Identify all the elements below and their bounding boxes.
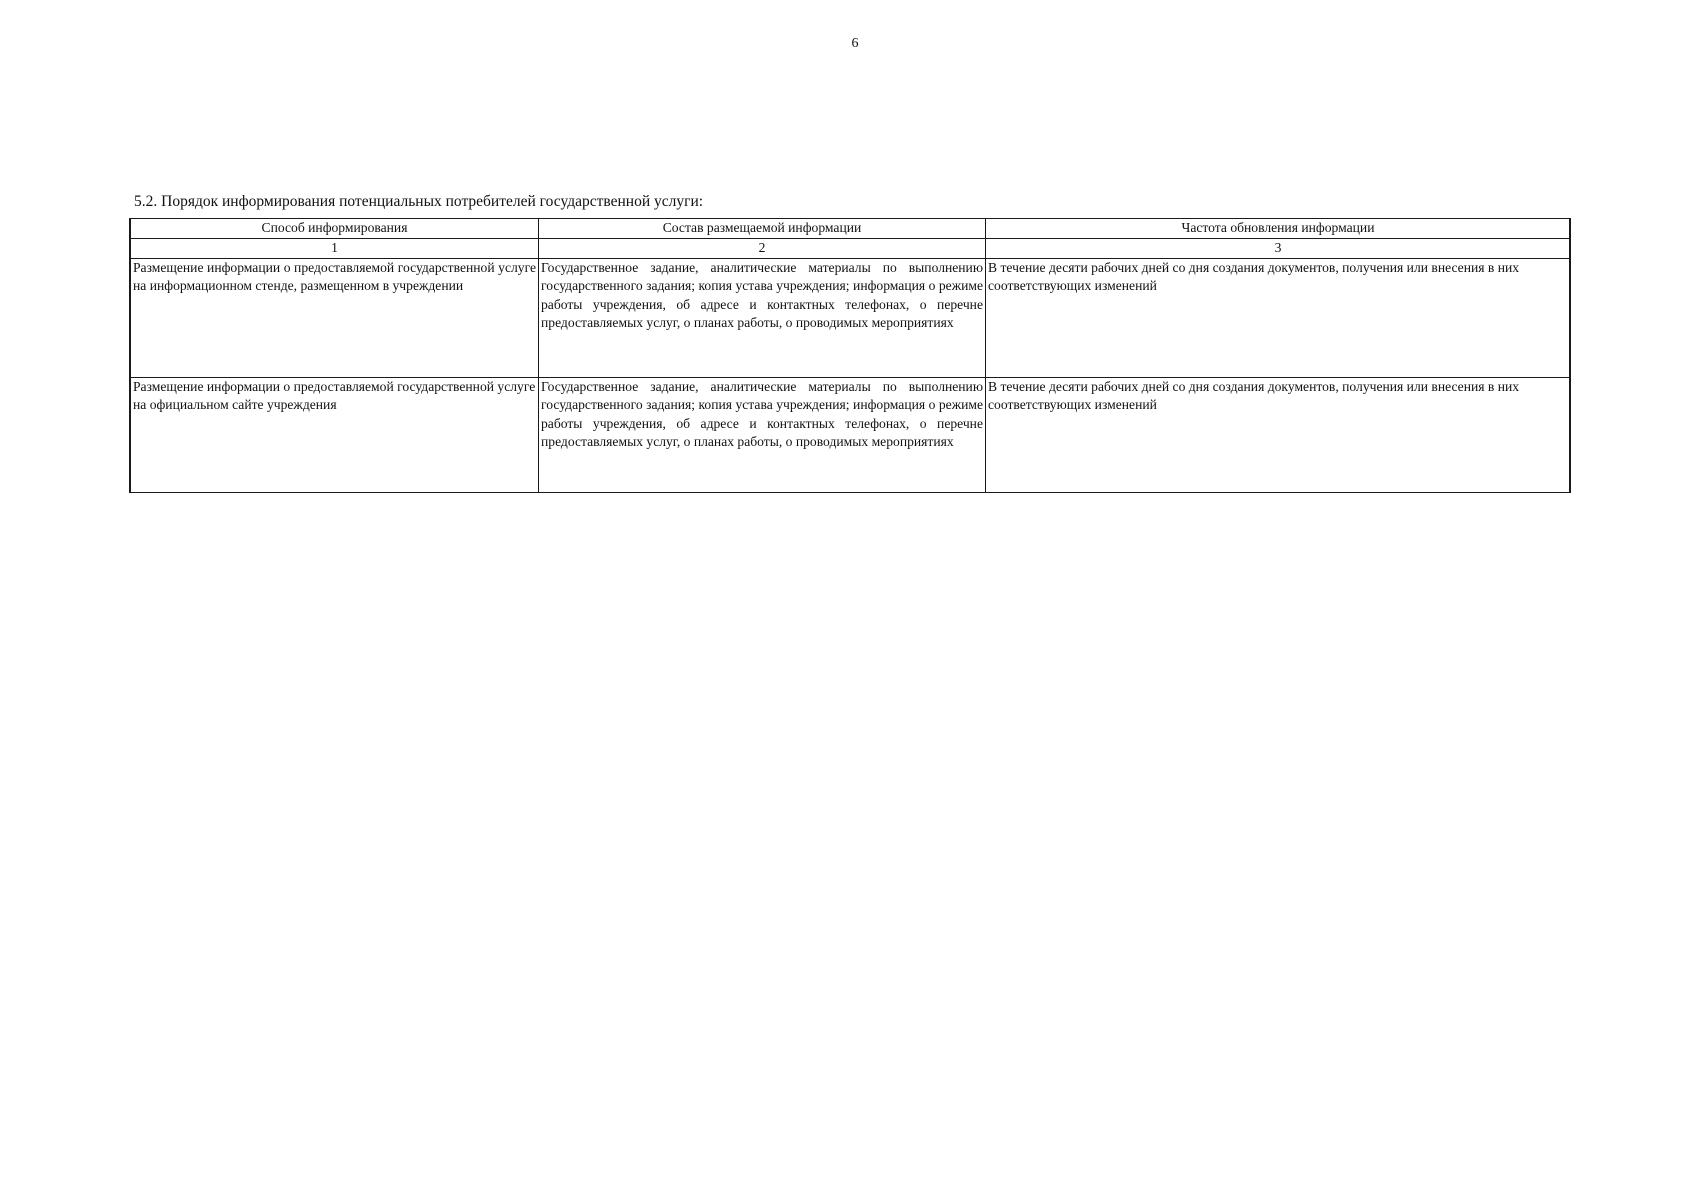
table-column-number-row (131, 239, 1571, 259)
header-content: Состав размещаемой информации (539, 219, 986, 239)
information-table (130, 218, 1571, 493)
cell-frequency: В течение десяти рабочих дней со дня создания документов, получения или внесения в них соответствующих изменений (986, 377, 1571, 492)
header-frequency: Частота обновления информации (986, 219, 1571, 239)
cell-method: Размещение информации о предоставляемой государственной услуге на информационном стенде, размещенном в учреждении (131, 258, 539, 377)
cell-content: Государственное задание, аналитические материалы по выполнению государственного задания; копия устава учреждения; информация о режиме работы учреждения, об адресе и контактных телефонах, о перечне предоставляемых услуг, о планах работы, о проводимых мероприятиях (539, 258, 986, 377)
header-method: Способ информирования (131, 219, 539, 239)
column-number-2: 2 (539, 239, 986, 259)
column-number-1: 1 (131, 239, 539, 259)
table-row (131, 258, 1571, 377)
table-header-row (131, 219, 1571, 239)
section-heading: 5.2. Порядок информирования потенциальных потребителей государственной услуги: (134, 193, 704, 210)
cell-content: Государственное задание, аналитические материалы по выполнению государственного задания; копия устава учреждения; информация о режиме работы учреждения, об адресе и контактных телефонах, о перечне предоставляемых услуг, о планах работы, о проводимых мероприятиях (539, 377, 986, 492)
page-number: 6 (851, 36, 859, 51)
cell-method: Размещение информации о предоставляемой государственной услуге на официальном сайте учреждения (131, 377, 539, 492)
table-row (131, 377, 1571, 492)
column-number-3: 3 (986, 239, 1571, 259)
cell-frequency: В течение десяти рабочих дней со дня создания документов, получения или внесения в них соответствующих изменений (986, 258, 1571, 377)
